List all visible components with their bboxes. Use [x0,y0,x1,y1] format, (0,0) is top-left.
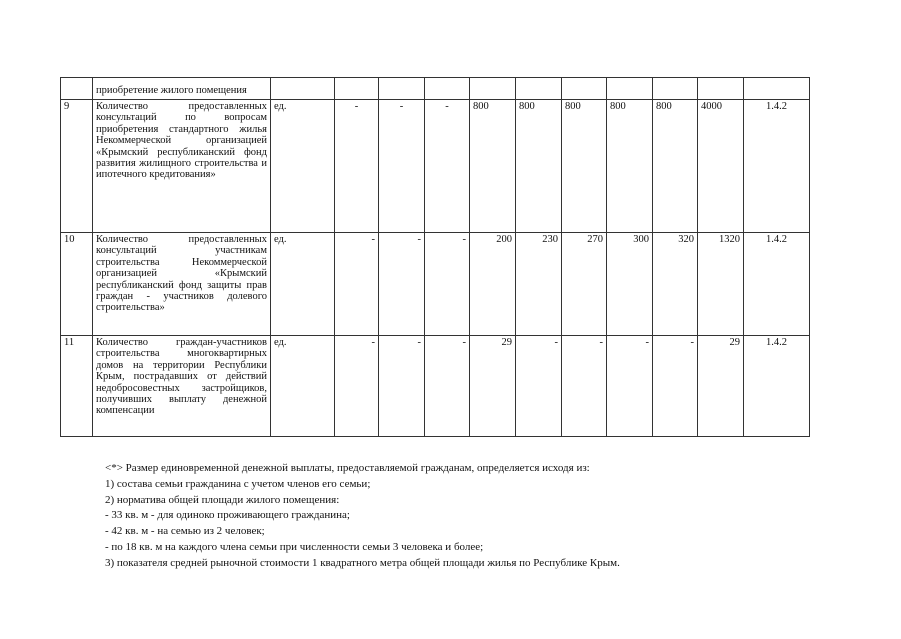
table-row [61,100,810,233]
cell-value: 800 [607,100,653,233]
footnote-line: - по 18 кв. м на каждого члена семьи при численности семьи 3 человека и более; [105,540,484,553]
cell-unit: ед. [271,336,335,437]
cell-value: - [425,100,470,233]
footnote-line: 1) состава семьи гражданина с учетом членов его семьи; [105,477,371,490]
cell-value: - [425,336,470,437]
cell-num [61,78,93,100]
cell-value: - [335,336,379,437]
cell-value: 800 [470,100,516,233]
cell-num: 10 [61,233,93,336]
cell-ref: 1.4.2 [744,100,810,233]
table-row-continuation [61,78,810,100]
cell-unit: ед. [271,100,335,233]
cell-value: - [562,336,607,437]
cell-value: 800 [653,100,698,233]
cell-value: - [425,233,470,336]
cell-value: 230 [516,233,562,336]
cell-num: 9 [61,100,93,233]
cell-value: - [379,100,425,233]
footnote-line: 3) показателя средней рыночной стоимости 1 квадратного метра общей площади жилья по Республике Крым. [105,556,620,569]
indicators-table [60,77,810,437]
footnotes [105,461,865,572]
cell-value: - [607,336,653,437]
cell-unit: ед. [271,233,335,336]
cell-value: - [335,233,379,336]
footnote-line: <*> Размер единовременной денежной выплаты, предоставляемой гражданам, определяется исходя из: [105,462,590,474]
cell-value: 29 [698,336,744,437]
cell-value: - [335,100,379,233]
cell-value: 4000 [698,100,744,233]
cell-value: - [516,336,562,437]
table-row [61,336,810,437]
cell-ref: 1.4.2 [744,336,810,437]
cell-value: 300 [607,233,653,336]
cell-num: 11 [61,336,93,437]
cell-value: 800 [516,100,562,233]
cell-value: - [653,336,698,437]
cell-description: Количество предоставленных консультаций по вопросам приобретения стандартного жилья Некоммерческой организацией «Крымский республиканский фонд развития жилищного строительства и ипотечного кредитования» [93,100,271,233]
cell-value: 800 [562,100,607,233]
table-row [61,233,810,336]
cell-value: 29 [470,336,516,437]
cell-value: 1320 [698,233,744,336]
cell-value: - [379,233,425,336]
cell-description: Количество предоставленных консультаций участникам строительства Некоммерческой организацией «Крымский республиканский фонд защиты прав граждан - участников долевого строительства» [93,233,271,336]
cell-value: 270 [562,233,607,336]
footnote-line: - 42 кв. м - на семью из 2 человек; [105,525,265,538]
cell-value: 200 [470,233,516,336]
footnote-line: - 33 кв. м - для одиноко проживающего гражданина; [105,509,350,522]
footnote-line: 2) норматива общей площади жилого помещения: [105,493,340,506]
cell-description: Количество граждан-участников строительства многоквартирных домов на территории Республики Крым, пострадавших от действий недобросовестных застройщиков, получивших выплату денежной компенсации [93,336,271,437]
cell-value: - [379,336,425,437]
cell-ref: 1.4.2 [744,233,810,336]
cell-value: 320 [653,233,698,336]
cell-description: приобретение жилого помещения [93,78,271,100]
